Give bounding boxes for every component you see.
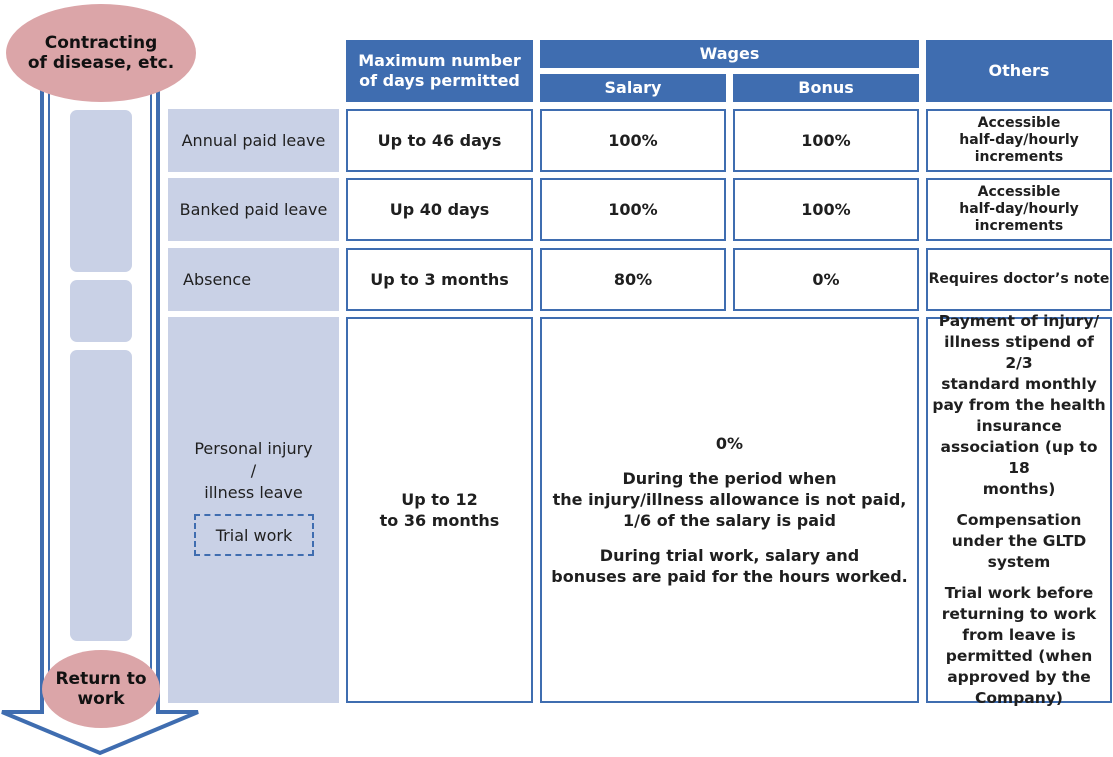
cell-text: Up 40 days [389, 200, 490, 219]
others-injury-stipend: Payment of injury/ illness stipend of 2/3 standard monthly pay from the health insurance association (up to 18 months) [932, 312, 1106, 498]
end-ellipse [42, 650, 160, 728]
cell-text: Up to 3 months [370, 270, 509, 289]
header-others-text: Others [988, 61, 1050, 80]
flow-stage-bar-absence [70, 280, 132, 342]
row-label-text: Absence [183, 269, 252, 289]
others-trial-work: Trial work before returning to work from leave is permitted (when approved by the Company) [941, 584, 1097, 707]
cell-max-days [346, 248, 533, 311]
wages-rate: 0% [715, 434, 744, 453]
wages-note-allowance: During the period when the injury/illness allowance is not paid, 1/6 of the salary is paid [552, 469, 907, 530]
row-label-injury-illness-leave [168, 317, 339, 703]
header-max-days [346, 40, 533, 102]
cell-others [926, 178, 1112, 241]
cell-text: Up to 46 days [377, 131, 502, 150]
cell-bonus [733, 178, 919, 241]
cell-text: 100% [608, 131, 658, 150]
cell-text: Accessible half-day/hourly increments [959, 184, 1079, 234]
header-bonus-text: Bonus [798, 78, 854, 97]
header-salary-text: Salary [604, 78, 662, 97]
cell-text: 100% [801, 131, 851, 150]
header-others [926, 40, 1112, 102]
cell-max-days [346, 109, 533, 172]
others-gltd: Compensation under the GLTD system [951, 511, 1087, 571]
cell-text: Accessible half-day/hourly increments [959, 115, 1079, 165]
row-label-banked-paid-leave [168, 178, 339, 241]
cell-text: 0% [812, 270, 840, 289]
header-wages [540, 40, 919, 68]
cell-max-days [346, 178, 533, 241]
wages-note-trial-work: During trial work, salary and bonuses are paid for the hours worked. [551, 546, 908, 586]
cell-others [926, 312, 1112, 707]
row-label-text: Banked paid leave [179, 199, 328, 219]
row-label-annual-paid-leave [168, 109, 339, 172]
cell-text: Up to 12 to 36 months [379, 490, 500, 530]
start-ellipse [6, 4, 196, 102]
cell-salary [540, 109, 726, 172]
cell-bonus [733, 248, 919, 311]
cell-text: Requires doctor’s note [928, 271, 1110, 287]
header-salary [540, 74, 726, 102]
flow-stage-bar-injury-leave [70, 350, 132, 641]
cell-salary [540, 178, 726, 241]
header-max-days-text: Maximum number of days permitted [358, 51, 521, 90]
header-bonus [733, 74, 919, 102]
cell-others [926, 248, 1112, 311]
trial-work-box [194, 514, 314, 556]
cell-text: 100% [801, 200, 851, 219]
flow-stage-bar-paid-leave [70, 110, 132, 272]
cell-text: 100% [608, 200, 658, 219]
trial-work-label: Trial work [215, 525, 293, 545]
end-label: Return to work [55, 669, 147, 709]
row-label-absence [168, 248, 339, 311]
cell-max-days [346, 317, 533, 703]
row-label-text: Annual paid leave [181, 130, 326, 150]
start-label: Contracting of disease, etc. [27, 33, 175, 73]
cell-wages-merged [540, 317, 919, 703]
cell-text: 80% [613, 270, 653, 289]
cell-salary [540, 248, 726, 311]
row-label-text: Personal injury / illness leave [194, 439, 313, 502]
cell-others [926, 109, 1112, 172]
cell-bonus [733, 109, 919, 172]
header-wages-text: Wages [699, 44, 760, 63]
